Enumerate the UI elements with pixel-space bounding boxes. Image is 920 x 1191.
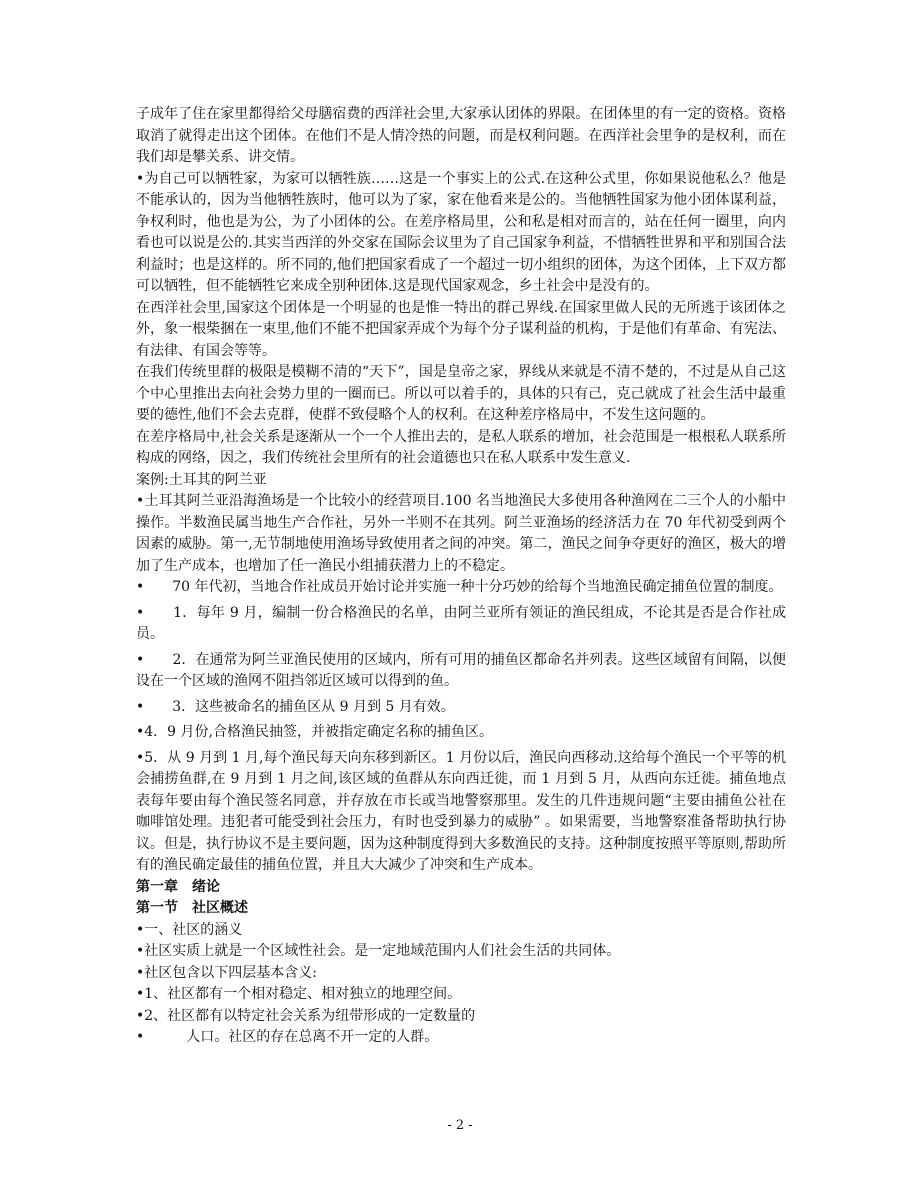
list-item: • 2．在通常为阿兰亚渔民使用的区域内，所有可用的捕鱼区都命名并列表。这些区域留有间隔，以便设在一个区域的渔网不阻挡邻近区域可以得到的鱼。 [136,651,786,689]
paragraph: •为自己可以牺牲家，为家可以牺牲族……这是一个事实上的公式.在这种公式里，你如果说他私么？他是不能承认的，因为当他牺牲族时，他可以为了家，家在他看来是公的。当他牺牲国家为他小团体谋利益，争权利时，他也是为公，为了小团体的公。在差序格局里，公和私是相对而言的，站在任何一圈里，向内看也可以说是公的.其实当西洋的外交家在国际会议里为了自己国家争利益，不惜牺牲世界和平和别国合法利益时；也是这样的。所不同的,他们把国家看成了一个超过一切小组织的团体，为这个团体，上下双方都可以牺牲，但不能牺牲它来成全别种团体.这是现代国家观念，乡土社会中是没有的。 [136,170,786,294]
list-item: • 70 年代初，当地合作社成员开始讨论并实施一种十分巧妙的给每个当地渔民确定捕鱼位置的制度。 [136,579,783,595]
paragraph: 在差序格局中,社会关系是逐渐从一个一个人推出去的，是私人联系的增加，社会范围是一根根私人联系所构成的网络，因之，我们传统社会里所有的社会道德也只在私人联系中发生意义. [136,428,786,466]
list-item: • 3．这些被命名的捕鱼区从 9 月到 5 月有效。 [136,698,455,715]
chapter-heading: 第一章 绪论 [136,878,220,895]
list-item: •2、社区都有以特定社会关系为纽带形成的一定数量的 [136,1007,476,1024]
list-item: •5．从 9 月到 1 月,每个渔民每天向东移到新区。1 月份以后，渔民向西移动.这给每个渔民一个平等的机会捕捞鱼群,在 9 月到 1 月之间,该区域的鱼群从东向西迁徙，而 1 月到 5 月，从西向东迁徙。捕鱼地点表每年要由每个渔民签名同意，并存放在市长或当地警察那里。发生的几件违规问题“主要由捕鱼公社在咖啡馆处理。违犯者可能受到社会压力，有时也受到暴力的威胁” 。如果需要，当地警察准备帮助执行协议。但是，执行协议不是主要问题，因为这种制度得到大多数渔民的支持。这种制度按照平等原则,帮助所有的渔民确定最佳的捕鱼位置，并且大大减少了冲突和生产成本。 [136,749,786,873]
paragraph: •土耳其阿兰亚沿海渔场是一个比较小的经营项目.100 名当地渔民大多使用各种渔网在二三个人的小船中操作。半数渔民属当地生产合作社，另外一半则不在其列。阿兰亚渔场的经济活力在 70 年代初受到两个因素的威胁。第一,无节制地使用渔场导致使用者之间的冲突。第二，渔民之间争夺更好的渔区，极大的增加了生产成本，也增加了任一渔民小组捕获潜力上的不稳定。 [136,493,786,574]
paragraph: 在西洋社会里,国家这个团体是一个明显的也是惟一特出的群己界线.在国家里做人民的无所逃于该团体之外，象一根柴捆在一束里,他们不能不把国家弄成个为每个分子谋利益的机构，于是他们有革命、有宪法、有法律、有国会等等。 [136,299,786,359]
list-item: •1、社区都有一个相对稳定、相对独立的地理空间。 [136,986,462,1002]
list-item: • 人口。社区的存在总离不开一定的人群。 [136,1029,439,1045]
case-title: 案例:土耳其的阿兰亚 [136,471,267,488]
list-item: •一、社区的涵义 [136,921,243,938]
document-body [136,104,786,1049]
list-item: •社区包含以下四层基本含义: [136,964,317,981]
list-item: •4．9 月份,合格渔民抽签，并被指定确定名称的捕鱼区。 [136,724,493,740]
page-number: - 2 - [447,1118,473,1133]
paragraph: 子成年了住在家里都得给父母膳宿费的西洋社会里,大家承认团体的界限。在团体里的有一定的资格。资格取消了就得走出这个团体。在他们不是人情冷热的问题，而是权利问题。在西洋社会里争的是权利，而在我们却是攀关系、讲交情。 [136,106,786,165]
list-item: • 1．每年 9 月，编制一份合格渔民的名单，由阿兰亚所有领证的渔民组成，不论其是否是合作社成员。 [136,604,786,642]
section-heading: 第一节 社区概述 [136,900,248,916]
list-item: •社区实质上就是一个区域性社会。是一定地域范围内人们社会生活的共同体。 [136,943,621,959]
paragraph: 在我们传统里群的极限是模糊不清的“天下”，国是皇帝之家，界线从来就是不清不楚的，不过是从自己这个中心里推出去向社会势力里的一圈而已。所以可以着手的，具体的只有己，克己就成了社会生活中最重要的德性,他们不会去克群，使群不致侵略个人的权利。在这种差序格局中，不发生这问题的。 [136,364,786,423]
